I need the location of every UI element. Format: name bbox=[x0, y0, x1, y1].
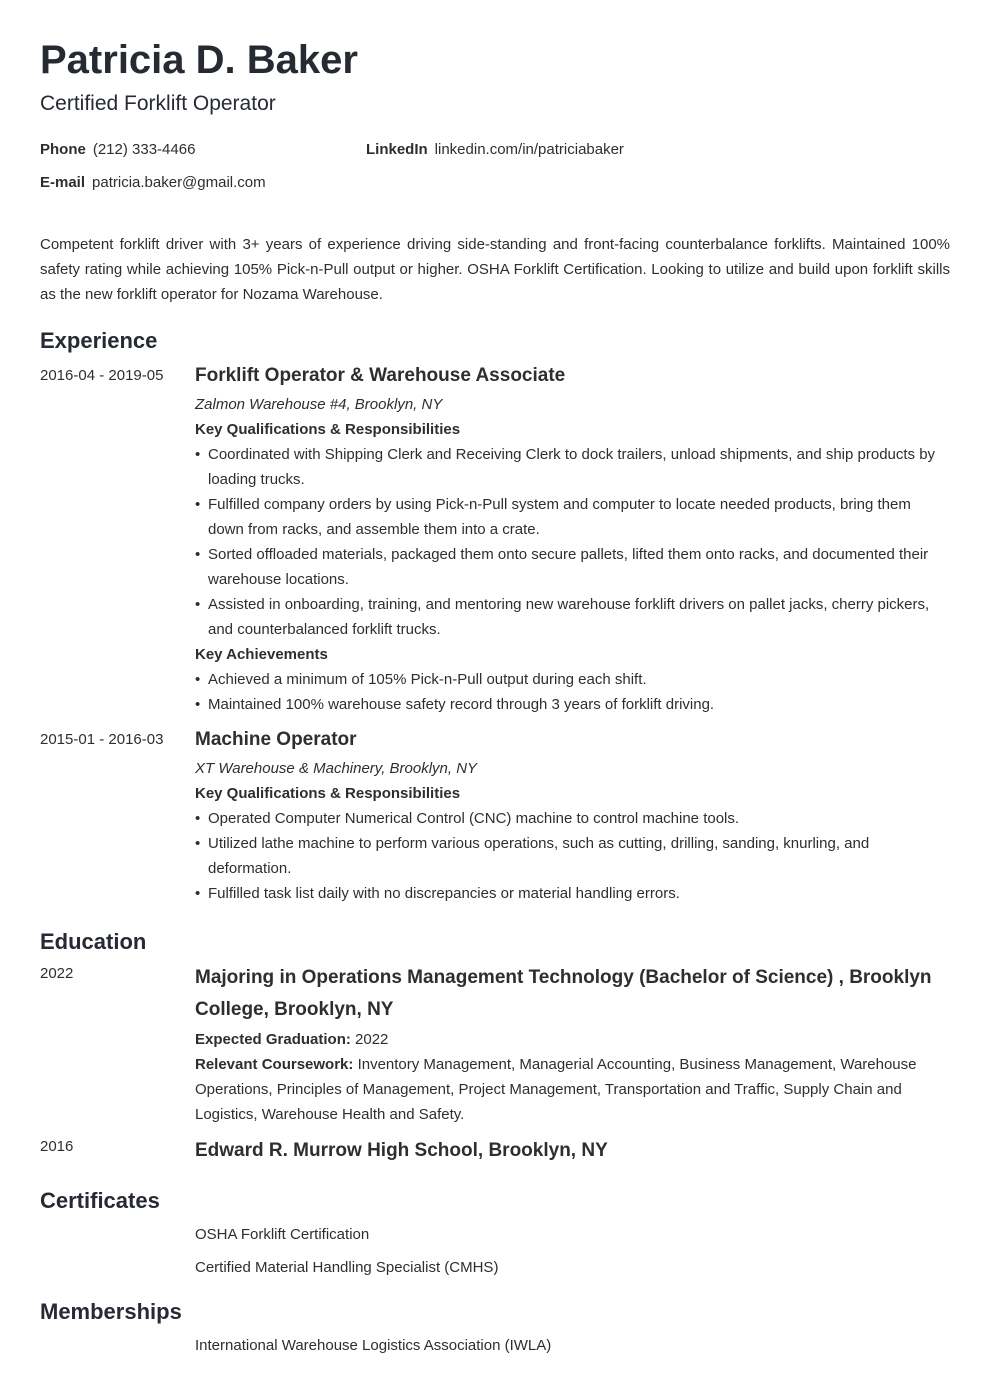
list-item: • Fulfilled company orders by using Pick-n-Pull system and computer to locate needed products, bring them down from racks, and assemble them into a crate. bbox=[195, 492, 950, 542]
phone-value: (212) 333-4466 bbox=[92, 141, 196, 158]
responsibilities-list bbox=[195, 442, 950, 642]
relevant-coursework bbox=[195, 1052, 950, 1127]
certificate-item: Certified Material Handling Specialist (CMHS) bbox=[195, 1259, 499, 1276]
responsibilities-label: Key Qualifications & Responsibilities bbox=[195, 785, 461, 802]
coursework-label: Relevant Coursework: bbox=[195, 1056, 354, 1073]
list-item: • Coordinated with Shipping Clerk and Receiving Clerk to dock trailers, unload shipments, and ship products by loading trucks. bbox=[195, 442, 950, 492]
experience-entry bbox=[40, 727, 950, 906]
certificate-item: OSHA Forklift Certification bbox=[195, 1226, 370, 1243]
memberships-heading: Memberships bbox=[40, 1299, 182, 1324]
linkedin-value[interactable]: linkedin.com/in/patriciabaker bbox=[434, 141, 624, 158]
list-item: • Utilized lathe machine to perform various operations, such as cutting, drilling, sanding, knurling, and deformation. bbox=[195, 831, 950, 881]
list-item: • Fulfilled task list daily with no discrepancies or material handling errors. bbox=[195, 881, 950, 906]
expected-graduation-label: Expected Graduation: bbox=[195, 1031, 351, 1048]
candidate-name: Patricia D. Baker bbox=[40, 38, 358, 82]
list-item: • Achieved a minimum of 105% Pick-n-Pull output during each shift. bbox=[195, 667, 950, 692]
certificates-heading: Certificates bbox=[40, 1188, 160, 1213]
coursework-value: Inventory Management, Managerial Accounting, Business Management, Warehouse Operations, Principles of Management, Project Management, Transportation and Traffic, Supply Chain and Logistics, Warehouse Health and Safety. bbox=[195, 1056, 917, 1123]
contact-info bbox=[40, 140, 950, 200]
email-value[interactable]: patricia.baker@gmail.com bbox=[92, 174, 266, 191]
experience-entry bbox=[40, 363, 950, 717]
candidate-title: Certified Forklift Operator bbox=[40, 92, 276, 115]
list-item: • Assisted in onboarding, training, and mentoring new warehouse forklift drivers on pallet jacks, cherry pickers, and counterbalanced forklift trucks. bbox=[195, 592, 950, 642]
education-heading: Education bbox=[40, 929, 147, 954]
achievements-label: Key Achievements bbox=[195, 646, 328, 663]
expected-graduation-value: 2022 bbox=[355, 1031, 389, 1048]
job-dates: 2016-04 - 2019-05 bbox=[40, 367, 164, 384]
job-company: XT Warehouse & Machinery, Brooklyn, NY bbox=[195, 760, 478, 777]
contact-linkedin bbox=[366, 140, 624, 160]
contact-phone bbox=[40, 140, 195, 160]
education-year: 2022 bbox=[40, 965, 74, 982]
education-year: 2016 bbox=[40, 1138, 74, 1155]
responsibilities-list bbox=[195, 806, 950, 906]
job-title: Forklift Operator & Warehouse Associate bbox=[195, 365, 566, 386]
education-title: Edward R. Murrow High School, Brooklyn, NY bbox=[195, 1140, 608, 1161]
linkedin-label: LinkedIn bbox=[366, 141, 428, 158]
experience-heading: Experience bbox=[40, 328, 158, 353]
summary: Competent forklift driver with 3+ years of experience driving side-standing and front-facing counterbalance forklifts. Maintained 100% safety rating while achieving 105% Pick-n-Pull output or higher. OSHA Forklift Certification. Looking to utilize and build upon forklift skills as the new forklift operator for Nozama Warehouse. bbox=[40, 236, 950, 303]
achievements-list bbox=[195, 667, 950, 717]
resume-page bbox=[40, 36, 950, 1356]
phone-label: Phone bbox=[40, 141, 86, 158]
expected-graduation bbox=[195, 1027, 950, 1052]
list-item: • Operated Computer Numerical Control (CNC) machine to control machine tools. bbox=[195, 806, 950, 831]
job-dates: 2015-01 - 2016-03 bbox=[40, 731, 164, 748]
education-entry bbox=[40, 1135, 950, 1167]
contact-email bbox=[40, 173, 266, 193]
job-title: Machine Operator bbox=[195, 729, 357, 750]
education-title: Majoring in Operations Management Technology (Bachelor of Science) , Brooklyn College, Brooklyn, NY bbox=[195, 967, 932, 1020]
education-entry bbox=[40, 962, 950, 1127]
job-company: Zalmon Warehouse #4, Brooklyn, NY bbox=[195, 396, 443, 413]
membership-item: International Warehouse Logistics Association (IWLA) bbox=[195, 1337, 552, 1354]
list-item: • Sorted offloaded materials, packaged them onto secure pallets, lifted them onto racks, and documented their warehouse locations. bbox=[195, 542, 950, 592]
email-label: E-mail bbox=[40, 174, 86, 191]
responsibilities-label: Key Qualifications & Responsibilities bbox=[195, 421, 461, 438]
list-item: • Maintained 100% warehouse safety record through 3 years of forklift driving. bbox=[195, 692, 950, 717]
